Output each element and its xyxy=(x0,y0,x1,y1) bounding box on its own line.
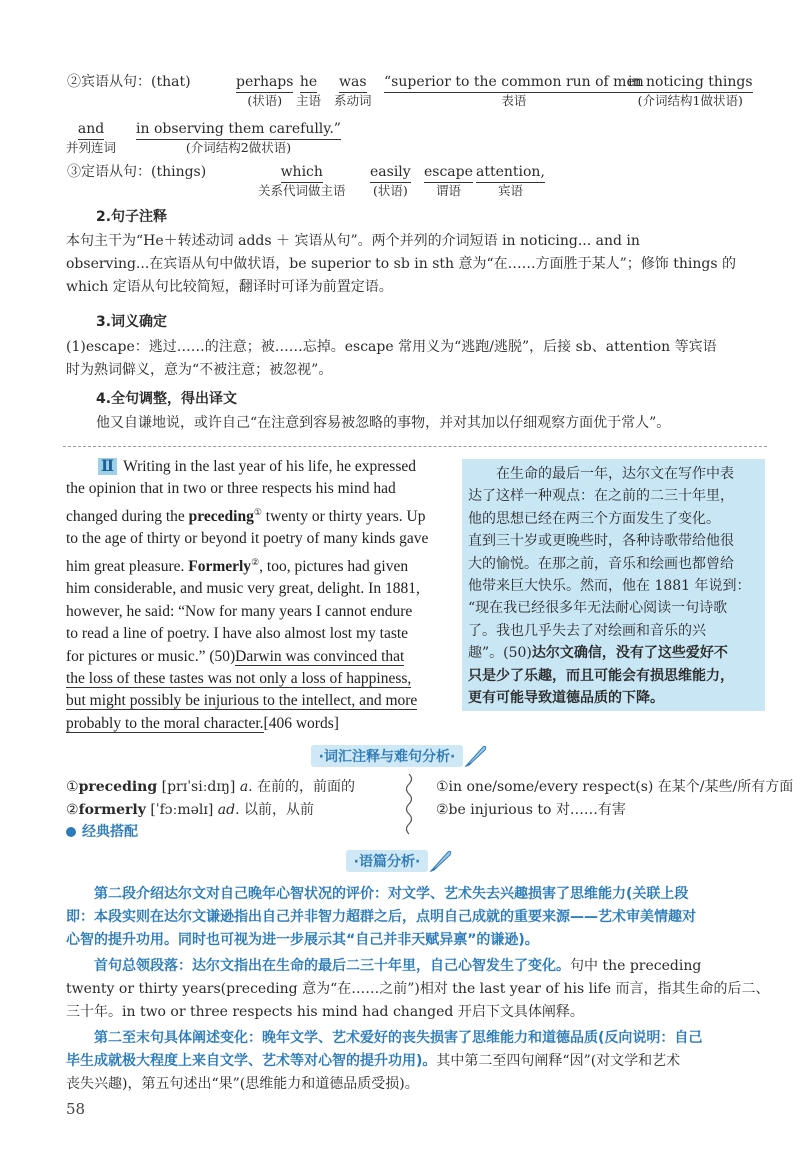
translation-line xyxy=(468,575,759,597)
things-paren: (things) xyxy=(151,164,207,180)
passage-lines xyxy=(66,456,458,735)
vocab-heading: ·词汇注释与难句分析· xyxy=(311,745,464,767)
analysis-paragraph-3 xyxy=(66,1027,770,1096)
phrase-entry-2: ②be injurious to 对……有害 xyxy=(436,802,626,818)
underlined-run: the loss of these tastes was not only a loss of happiness, xyxy=(66,669,412,687)
section-4-body: 他又自谦地说，或许自己“在注意到容易被忽略的事物，并对其加以仔细观察方面优于常人”。 xyxy=(96,415,671,431)
word-escape xyxy=(424,163,473,198)
passage-line xyxy=(66,690,458,712)
passage-line xyxy=(66,646,458,668)
text-run: 趣”。(50) xyxy=(468,645,532,662)
word-role: (状语) xyxy=(372,183,408,198)
word-he xyxy=(296,73,321,108)
translation-line xyxy=(468,597,759,619)
passage-line xyxy=(66,578,458,600)
translation-line xyxy=(468,485,759,507)
text-run: 达了这样一种观点：在之前的二三十年里， xyxy=(468,488,734,505)
word-text: attention, xyxy=(476,163,545,183)
analysis-p3-tail: 其中第二至四句阐释“因”(对文学和艺术 xyxy=(436,1053,681,1069)
object-clause-label: ②宾语从句： xyxy=(67,74,151,90)
vocab-num: ② xyxy=(66,802,79,818)
text-run: for pictures or music.” (50) xyxy=(66,647,236,665)
underlined-run: but might possibly be injurious to the intellect, and more xyxy=(66,692,418,710)
word-text: “superior to the common run of men xyxy=(384,73,644,93)
analysis-p2-head: 首句总领段落：达尔文指出在生命的最后二三十年里，自己心智发生了变化。 xyxy=(94,958,570,974)
attributive-clause-row xyxy=(67,163,206,181)
vocab-word: preceding xyxy=(78,779,158,795)
text-run: to read a line of poetry. I have also almost lost my taste xyxy=(66,625,409,643)
analysis-p2-tail: 句中 the preceding xyxy=(570,958,702,974)
section-2-heading: 2.句子注释 xyxy=(96,209,168,225)
word-role: 关系代词做主语 xyxy=(258,183,346,198)
page-number: 58 xyxy=(66,1100,86,1118)
word-role: (介词结构1做状语) xyxy=(637,93,743,108)
word-text: perhaps xyxy=(236,73,293,93)
body-line: 时为熟词僻义，意为“不被注意；被忽视”。 xyxy=(66,362,333,378)
vocab-num: ① xyxy=(66,779,79,795)
passage-paragraph xyxy=(66,456,458,735)
text-run: to the age of thirty or beyond it poetry of many kinds gave xyxy=(66,530,429,548)
body-line: which 定语从句比较简短，翻译时可译为前置定语。 xyxy=(66,279,393,295)
wavy-divider xyxy=(403,774,415,836)
quill-pen-icon xyxy=(463,743,489,769)
translation-line xyxy=(468,463,759,485)
body-line: (1)escape：逃过……的注意；被……忘掉。escape 常用义为“逃跑/逃脱”，后接 sb、attention 等宾语 xyxy=(66,339,717,355)
word-was xyxy=(334,73,372,108)
bold-run: 达尔文确信，没有了这些爱好不 xyxy=(531,645,728,662)
analysis-p3-head: 第二至末句具体阐述变化：晚年文学、艺术爱好的丧失损害了思维能力和道德品质(反向说明：自己 xyxy=(94,1030,703,1046)
bold-run: preceding xyxy=(188,507,254,525)
passage-line xyxy=(66,528,458,550)
vocab-pron: [ˈfɔːməlɪ] xyxy=(150,802,214,818)
bold-run: 更有可能导致道德品质的下降。 xyxy=(468,690,664,707)
passage-line xyxy=(66,601,458,623)
analysis-line: 第二段介绍达尔文对自己晚年心智状况的评价：对文学、艺术失去兴趣损害了思维能力(关联上段 xyxy=(94,886,689,902)
paragraph-marker: Ⅱ xyxy=(98,458,117,475)
underlined-run: probably to the moral character. xyxy=(66,714,264,732)
text-run: [406 words] xyxy=(263,714,339,732)
classic-collocation-label: 经典搭配 xyxy=(82,824,138,840)
phrase-entry-1: ①in one/some/every respect(s) 在某个/某些/所有方面 xyxy=(436,779,794,795)
analysis-paragraph-2 xyxy=(66,955,770,1024)
vocab-entry-1 xyxy=(66,778,355,796)
passage-line xyxy=(66,623,458,645)
translation-line xyxy=(468,687,759,709)
dashed-divider xyxy=(63,446,767,447)
word-text: and xyxy=(78,120,104,140)
text-run: 直到三十岁或更晚些时，各种诗歌带给他很 xyxy=(468,533,734,550)
attributive-clause-label: ③定语从句： xyxy=(67,164,151,180)
word-role: 主语 xyxy=(296,93,322,108)
section-2-body xyxy=(66,230,766,299)
footnote-marker: ② xyxy=(251,556,260,567)
footnote-marker: ① xyxy=(253,506,262,517)
translation-lines xyxy=(468,463,759,709)
word-role: 系动词 xyxy=(334,93,372,108)
word-text: he xyxy=(300,73,317,93)
vocab-word: formerly xyxy=(78,802,146,818)
that-paren: (that) xyxy=(151,74,191,90)
body-line: 本句主干为“He＋转述动词 adds ＋ 宾语从句”。两个并列的介词短语 in noticing... and in xyxy=(66,233,640,249)
section-3-body xyxy=(66,336,766,382)
word-role: (状语) xyxy=(247,93,283,108)
translation-line xyxy=(468,665,759,687)
translation-line xyxy=(468,508,759,530)
word-role: 并列连词 xyxy=(66,140,117,155)
text-run: him great pleasure. xyxy=(66,557,189,575)
analysis-line: 三十年。in two or three respects his mind had changed 开启下文具体阐释。 xyxy=(66,1004,584,1020)
word-attention xyxy=(476,163,545,198)
word-role: 宾语 xyxy=(497,183,523,198)
bold-run: 只是少了乐趣，而且可能会有损思维能力， xyxy=(468,667,734,684)
translation-box xyxy=(462,459,765,711)
quill-pen-icon xyxy=(428,848,454,874)
text-run: changed during the xyxy=(66,507,189,525)
object-clause-row xyxy=(67,73,191,91)
text-run: 大的愉悦。在那之前，音乐和绘画也都曾给 xyxy=(468,555,734,572)
analysis-line: 心智的提升功用。同时也可视为进一步展示其“自己并非天赋异禀”的谦逊)。 xyxy=(66,932,539,948)
word-observing xyxy=(136,120,341,155)
vocab-meaning: 以前，从前 xyxy=(244,802,315,818)
vocab-pos: ad. xyxy=(217,802,240,818)
text-run: twenty or thirty years. Up xyxy=(261,507,426,525)
body-line: observing...在宾语从句中做状语，be superior to sb in sth 意为“在……方面胜于某人”；修饰 things 的 xyxy=(66,256,736,272)
analysis-line: 丧失兴趣)，第五句述出“果”(思维能力和道德品质受损)。 xyxy=(66,1076,419,1092)
analysis-heading-wrap xyxy=(0,848,800,874)
vocab-heading-wrap xyxy=(0,743,800,769)
text-run: him considerable, and music very great, delight. In 1881, xyxy=(66,580,420,598)
vocab-entry-2 xyxy=(66,801,314,819)
word-text: in noticing things xyxy=(628,73,753,93)
word-text: escape xyxy=(424,163,473,183)
section-3-heading: 3.词义确定 xyxy=(96,314,168,330)
word-noticing xyxy=(628,73,753,108)
text-run: 他的思想已经在两三个方面发生了变化。 xyxy=(468,510,720,527)
word-text: easily xyxy=(370,163,411,183)
analysis-heading: ·语篇分析· xyxy=(346,850,429,872)
translation-line xyxy=(468,620,759,642)
word-role: (介词结构2做状语) xyxy=(185,140,292,155)
text-run: Writing in the last year of his life, he expressed xyxy=(123,458,417,475)
analysis-p3-head2: 毕生成就极大程度上来自文学、艺术等对心智的提升功用)。 xyxy=(66,1053,437,1069)
text-run: 了。我也几乎失去了对绘画和音乐的兴 xyxy=(468,622,706,639)
vocab-pron: [prɪˈsiːdɪŋ] xyxy=(161,779,236,795)
classic-collocation xyxy=(66,823,138,841)
word-role: 谓语 xyxy=(435,183,461,198)
passage-line xyxy=(66,478,458,500)
passage-line xyxy=(66,456,458,478)
text-run: , too, pictures had given xyxy=(259,557,409,575)
passage-line xyxy=(66,551,458,579)
passage-line xyxy=(66,501,458,529)
word-easily xyxy=(370,163,411,198)
text-run: 他带来巨大快乐。然而，他在 1881 年说到： xyxy=(468,578,751,595)
text-run: the opinion that in two or three respects his mind had xyxy=(66,480,396,498)
text-run: however, he said: “Now for many years I cannot endure xyxy=(66,602,413,620)
translation-line xyxy=(468,530,759,552)
analysis-paragraph-1 xyxy=(66,883,770,952)
word-text: was xyxy=(339,73,367,93)
bold-run: Formerly xyxy=(188,557,252,575)
vocab-meaning: 在前的，前面的 xyxy=(257,779,356,795)
word-role: 表语 xyxy=(501,93,527,108)
passage-line xyxy=(66,668,458,690)
word-which xyxy=(258,163,346,198)
underlined-run: Darwin was convinced that xyxy=(235,647,405,665)
word-perhaps xyxy=(236,73,293,108)
section-4-heading: 4.全句调整，得出译文 xyxy=(96,391,238,407)
word-and xyxy=(66,120,116,155)
analysis-line: twenty or thirty years(preceding 意为“在……之前”)相对 the last year of his life 而言，指其生命的后二、 xyxy=(66,981,770,997)
vocab-pos: a. xyxy=(239,779,253,795)
passage-line xyxy=(66,713,458,735)
text-run: 在生命的最后一年，达尔文在写作中表 xyxy=(496,466,734,482)
word-text: which xyxy=(281,163,323,183)
bullet-dot-icon xyxy=(66,827,76,837)
analysis-line: 即：本段实则在达尔文谦逊指出自己并非智力超群之后，点明自己成就的重要来源——艺术审美情趣对 xyxy=(66,909,696,925)
text-run: “现在我已经很多年无法耐心阅读一句诗歌 xyxy=(468,600,728,617)
word-superior xyxy=(384,73,644,108)
translation-line xyxy=(468,642,759,664)
translation-line xyxy=(468,553,759,575)
word-text: in observing them carefully.” xyxy=(136,120,341,140)
